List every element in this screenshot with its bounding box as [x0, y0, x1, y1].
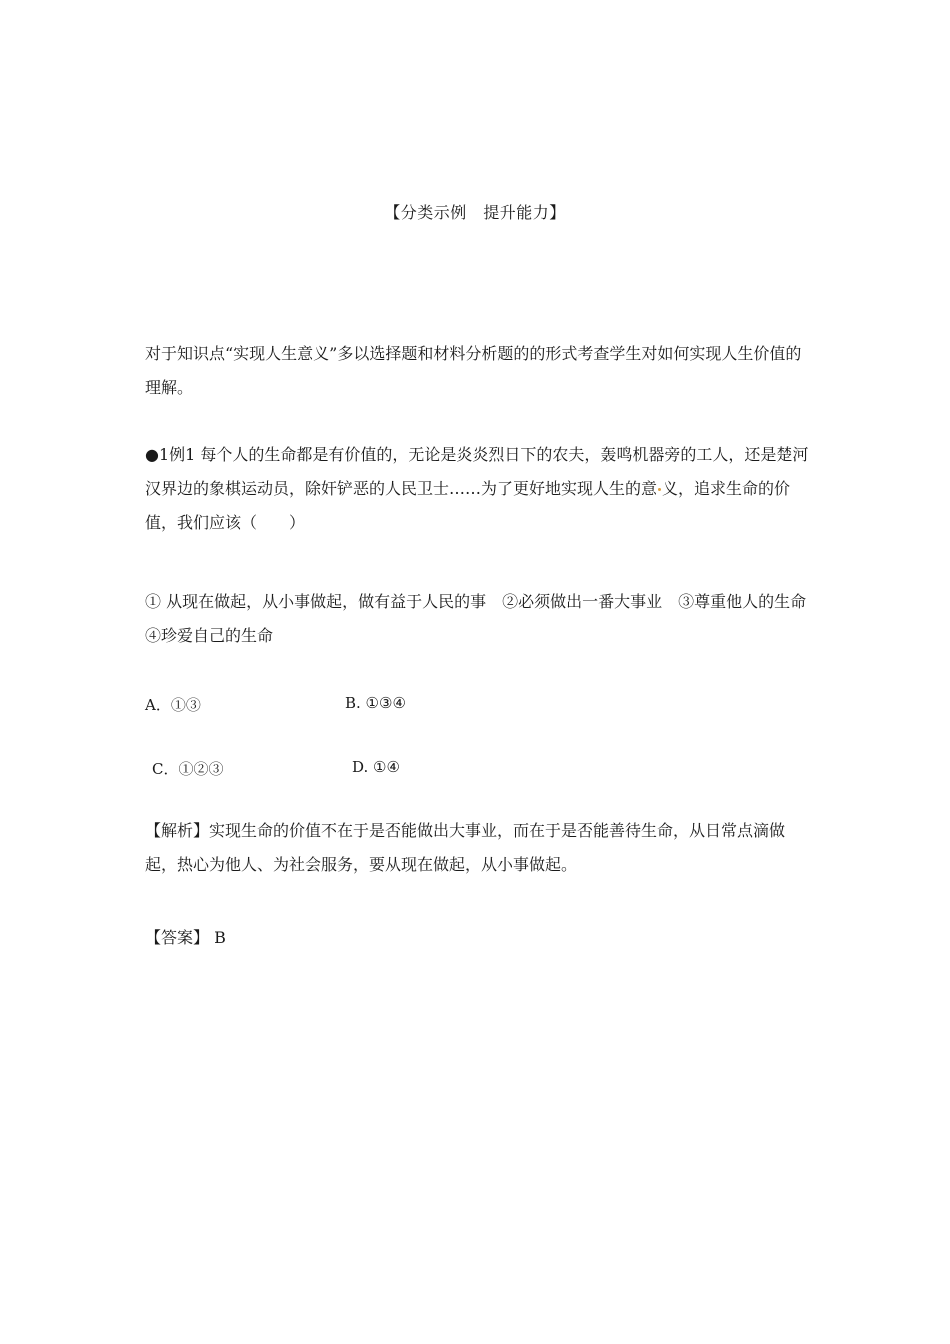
option-a: A．①③ [145, 696, 201, 714]
answer-line [145, 925, 226, 948]
answer-label: 【答案】 [145, 928, 210, 947]
question-stem [145, 438, 810, 540]
question-statements: ① 从现在做起，从小事做起，做有益于人民的事 ②必须做出一番大事业 ③尊重他人的生命 ④珍爱自己的生命 [145, 592, 823, 645]
section-heading: 【分类示例 提升能力】 [384, 203, 566, 222]
answer-value: B [209, 928, 226, 947]
option-b: B. ①③④ [345, 694, 406, 712]
analysis-text: 实现生命的价值不在于是否能做出大事业，而在于是否能善待生命，从日常点滴做起，热心为他人、为社会服务，要从现在做起，从小事做起。 [145, 821, 786, 874]
question-stem-part1: ●1例1 每个人的生命都是有价值的，无论是炎炎烈日下的农夫，轰鸣机器旁的工人，还是楚河汉界边的象棋运动员，除奸铲恶的人民卫士……为了更好地实现人生的意 [145, 445, 809, 498]
analysis-paragraph [145, 814, 810, 882]
option-d: D. ①④ [352, 758, 400, 776]
intro-paragraph: 对于知识点“实现人生意义”多以选择题和材料分析题的的形式考查学生对如何实现人生价值的理解。 [145, 344, 802, 397]
analysis-label: 【解析】 [145, 821, 210, 840]
option-c: C．①②③ [152, 760, 224, 778]
question-stem-part2: 义，追求生命的价值，我们应该（ ） [145, 479, 791, 532]
orange-dot-mark [658, 488, 661, 491]
